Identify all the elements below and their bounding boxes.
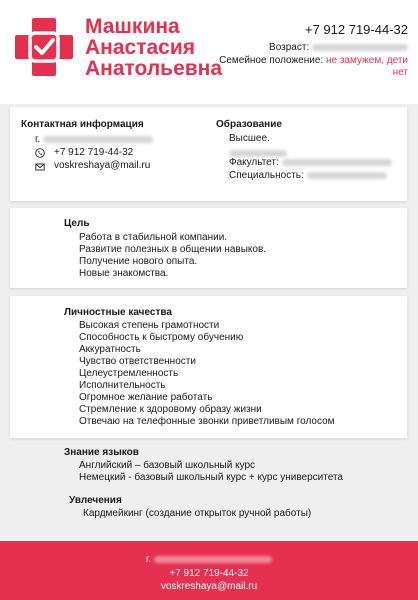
list-item: Английский – базовый школьный курс bbox=[79, 460, 256, 471]
qualities-list bbox=[79, 320, 335, 428]
first-name: Анастасия bbox=[85, 36, 196, 59]
age-label: Возраст: bbox=[269, 42, 310, 53]
goal-card bbox=[10, 208, 407, 288]
marital-row bbox=[218, 55, 408, 79]
medical-cross-check-logo-icon bbox=[13, 16, 75, 78]
goal-list bbox=[79, 232, 266, 280]
envelope-icon bbox=[35, 162, 45, 172]
faculty-row bbox=[229, 157, 392, 169]
city-prefix: г. bbox=[35, 134, 41, 145]
list-item: Получение нового опыта. bbox=[79, 256, 198, 267]
footer-city-redacted bbox=[154, 556, 272, 563]
list-item: Чувство ответственности bbox=[79, 356, 196, 367]
last-name: Машкина bbox=[85, 15, 180, 38]
hobbies-list bbox=[83, 508, 311, 520]
list-item: Развитие полезных в общении навыков. bbox=[79, 244, 267, 255]
specialty-label: Специальность: bbox=[229, 170, 304, 181]
contact-city-row bbox=[35, 134, 153, 146]
list-item: Работа в стабильной компании. bbox=[79, 232, 228, 243]
marital-label: Семейное положение: bbox=[219, 55, 324, 66]
footer-city-row bbox=[0, 554, 418, 565]
list-item: Немецкий - базовый школьный курс + курс университета bbox=[79, 472, 343, 483]
qualities-card bbox=[10, 296, 407, 438]
hobbies-title: Увлечения bbox=[69, 495, 122, 506]
footer-email: voskreshaya@mail.ru bbox=[160, 581, 258, 592]
list-item: Новые знакомства. bbox=[79, 268, 169, 279]
list-item: Отвечаю на телефонные звонки приветливым голосом bbox=[79, 416, 335, 427]
header-phone: +7 912 719-44-32 bbox=[304, 22, 408, 37]
list-item: Кардмейкинг (создание открыток ручной работы) bbox=[83, 508, 312, 519]
specialty-redacted bbox=[307, 172, 387, 179]
list-item: Огромное желание работать bbox=[79, 392, 213, 403]
patronymic: Анатольевна bbox=[85, 57, 223, 80]
full-name bbox=[85, 16, 222, 79]
specialty-row bbox=[229, 170, 387, 182]
faculty-redacted bbox=[282, 159, 392, 166]
contacts-education-card bbox=[10, 107, 407, 201]
contact-email: voskreshaya@mail.ru bbox=[54, 160, 151, 171]
faculty-label: Факультет: bbox=[229, 157, 279, 168]
list-item: Целеустремленность bbox=[79, 368, 179, 379]
contact-phone: +7 912 719-44-32 bbox=[54, 147, 134, 158]
city-redacted bbox=[43, 136, 153, 143]
footer-city-prefix: г. bbox=[146, 554, 152, 565]
footer-contacts bbox=[0, 541, 418, 600]
education-level: Высшее. bbox=[229, 133, 270, 144]
goal-title: Цель bbox=[64, 218, 90, 229]
marital-value: не замужем, дети нет bbox=[325, 55, 408, 78]
list-item: Способность к быстрому обучению bbox=[79, 332, 244, 343]
education-title: Образование bbox=[216, 119, 282, 130]
resume-header bbox=[0, 0, 418, 104]
languages-title: Знание языков bbox=[64, 447, 139, 458]
qualities-title: Личностные качества bbox=[64, 307, 172, 318]
languages-list bbox=[79, 460, 343, 484]
list-item: Исполнительность bbox=[79, 380, 166, 391]
phone-icon bbox=[35, 148, 45, 158]
list-item: Аккуратность bbox=[79, 344, 141, 355]
footer-phone: +7 912 719-44-32 bbox=[169, 568, 249, 579]
list-item: Стремление к здоровому образу жизни bbox=[79, 404, 262, 415]
age-redacted bbox=[312, 44, 408, 51]
age-row bbox=[269, 42, 408, 53]
list-item: Высокая степень грамотности bbox=[79, 320, 220, 331]
contacts-title: Контактная информация bbox=[21, 119, 144, 130]
